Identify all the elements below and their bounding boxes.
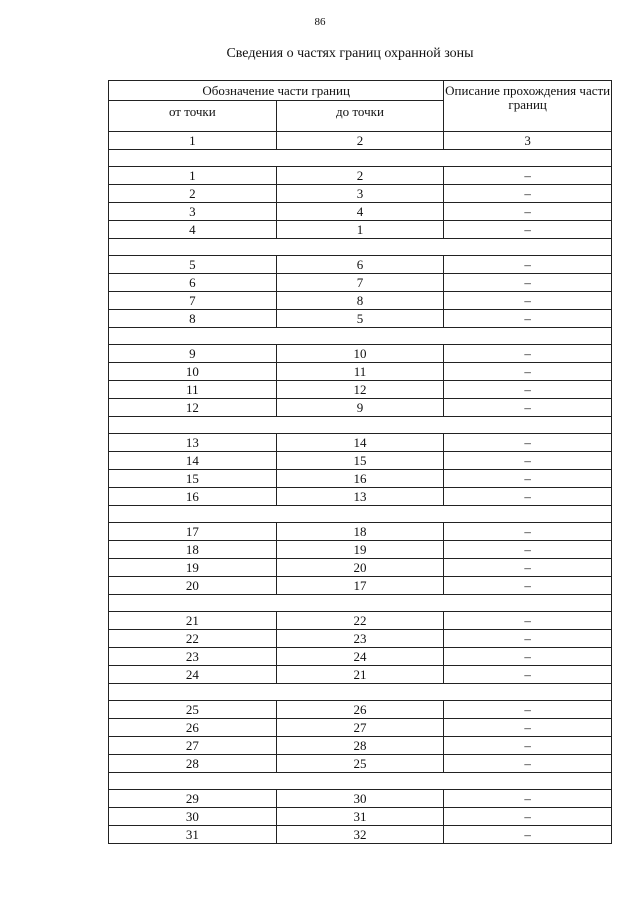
table-row bbox=[109, 523, 612, 541]
description-cell: – bbox=[444, 345, 612, 363]
description-cell: – bbox=[444, 221, 612, 239]
table-row bbox=[109, 541, 612, 559]
boundaries-table bbox=[108, 80, 612, 844]
description-cell: – bbox=[444, 256, 612, 274]
to-point-cell: 24 bbox=[276, 648, 444, 666]
description-cell: – bbox=[444, 541, 612, 559]
to-point-cell: 8 bbox=[276, 292, 444, 310]
from-point-cell: 27 bbox=[109, 737, 277, 755]
from-point-cell: 26 bbox=[109, 719, 277, 737]
table-row bbox=[109, 256, 612, 274]
table-row bbox=[109, 167, 612, 185]
group-separator-row bbox=[109, 773, 612, 790]
table-row bbox=[109, 274, 612, 292]
description-cell: – bbox=[444, 755, 612, 773]
table-row bbox=[109, 434, 612, 452]
description-cell: – bbox=[444, 452, 612, 470]
to-point-cell: 31 bbox=[276, 808, 444, 826]
page-number: 86 bbox=[314, 16, 326, 28]
description-cell: – bbox=[444, 274, 612, 292]
column-number-3: 3 bbox=[444, 132, 612, 150]
from-point-cell: 30 bbox=[109, 808, 277, 826]
from-point-cell: 28 bbox=[109, 755, 277, 773]
to-point-cell: 4 bbox=[276, 203, 444, 221]
group-separator-row bbox=[109, 595, 612, 612]
from-point-cell: 16 bbox=[109, 488, 277, 506]
table-row bbox=[109, 559, 612, 577]
to-point-cell: 1 bbox=[276, 221, 444, 239]
table-row bbox=[109, 612, 612, 630]
from-point-cell: 4 bbox=[109, 221, 277, 239]
description-cell: – bbox=[444, 559, 612, 577]
table-row bbox=[109, 808, 612, 826]
table-row bbox=[109, 221, 612, 239]
table-row bbox=[109, 185, 612, 203]
table-row bbox=[109, 790, 612, 808]
description-cell: – bbox=[444, 363, 612, 381]
group-separator-row bbox=[109, 150, 612, 167]
from-point-cell: 5 bbox=[109, 256, 277, 274]
description-cell: – bbox=[444, 523, 612, 541]
to-point-cell: 18 bbox=[276, 523, 444, 541]
to-point-cell: 16 bbox=[276, 470, 444, 488]
from-point-cell: 24 bbox=[109, 666, 277, 684]
header-row-1 bbox=[109, 81, 612, 101]
to-point-cell: 20 bbox=[276, 559, 444, 577]
description-cell: – bbox=[444, 167, 612, 185]
description-cell: – bbox=[444, 577, 612, 595]
group-separator-cell bbox=[109, 150, 612, 167]
table-row bbox=[109, 363, 612, 381]
table-row bbox=[109, 648, 612, 666]
from-point-cell: 31 bbox=[109, 826, 277, 844]
group-separator-cell bbox=[109, 506, 612, 523]
from-point-cell: 18 bbox=[109, 541, 277, 559]
document-title: Сведения о частях границ охранной зоны bbox=[226, 46, 474, 61]
group-separator-cell bbox=[109, 328, 612, 345]
to-point-cell: 5 bbox=[276, 310, 444, 328]
group-separator-cell bbox=[109, 239, 612, 256]
to-point-cell: 32 bbox=[276, 826, 444, 844]
description-cell: – bbox=[444, 790, 612, 808]
table-row bbox=[109, 666, 612, 684]
table-row bbox=[109, 719, 612, 737]
table-row bbox=[109, 755, 612, 773]
group-separator-row bbox=[109, 417, 612, 434]
table-row bbox=[109, 381, 612, 399]
description-cell: – bbox=[444, 808, 612, 826]
from-point-cell: 22 bbox=[109, 630, 277, 648]
description-cell: – bbox=[444, 488, 612, 506]
table-row bbox=[109, 701, 612, 719]
from-point-cell: 6 bbox=[109, 274, 277, 292]
from-point-cell: 23 bbox=[109, 648, 277, 666]
to-point-cell: 27 bbox=[276, 719, 444, 737]
from-point-cell: 1 bbox=[109, 167, 277, 185]
description-cell: – bbox=[444, 470, 612, 488]
to-point-cell: 3 bbox=[276, 185, 444, 203]
group-separator-cell bbox=[109, 595, 612, 612]
from-point-cell: 12 bbox=[109, 399, 277, 417]
to-point-cell: 22 bbox=[276, 612, 444, 630]
description-cell: – bbox=[444, 399, 612, 417]
to-point-cell: 12 bbox=[276, 381, 444, 399]
to-point-cell: 21 bbox=[276, 666, 444, 684]
from-point-cell: 20 bbox=[109, 577, 277, 595]
to-point-cell: 25 bbox=[276, 755, 444, 773]
from-point-cell: 7 bbox=[109, 292, 277, 310]
to-point-cell: 13 bbox=[276, 488, 444, 506]
to-point-cell: 11 bbox=[276, 363, 444, 381]
table-row bbox=[109, 452, 612, 470]
table-row bbox=[109, 203, 612, 221]
from-point-cell: 15 bbox=[109, 470, 277, 488]
table-row bbox=[109, 470, 612, 488]
to-point-cell: 17 bbox=[276, 577, 444, 595]
table-row bbox=[109, 488, 612, 506]
from-point-cell: 25 bbox=[109, 701, 277, 719]
description-cell: – bbox=[444, 612, 612, 630]
group-separator-row bbox=[109, 684, 612, 701]
group-separator-cell bbox=[109, 684, 612, 701]
group-separator-cell bbox=[109, 773, 612, 790]
from-point-cell: 13 bbox=[109, 434, 277, 452]
description-cell: – bbox=[444, 630, 612, 648]
from-point-cell: 10 bbox=[109, 363, 277, 381]
to-point-cell: 14 bbox=[276, 434, 444, 452]
table-row bbox=[109, 399, 612, 417]
group-separator-row bbox=[109, 239, 612, 256]
from-point-cell: 21 bbox=[109, 612, 277, 630]
table-row bbox=[109, 737, 612, 755]
description-cell: – bbox=[444, 203, 612, 221]
description-cell: – bbox=[444, 648, 612, 666]
to-point-cell: 15 bbox=[276, 452, 444, 470]
group-separator-row bbox=[109, 506, 612, 523]
from-point-header: от точки bbox=[109, 101, 277, 132]
column-number-row bbox=[109, 132, 612, 150]
to-point-cell: 28 bbox=[276, 737, 444, 755]
description-cell: – bbox=[444, 292, 612, 310]
from-point-cell: 29 bbox=[109, 790, 277, 808]
to-point-cell: 30 bbox=[276, 790, 444, 808]
table-row bbox=[109, 577, 612, 595]
to-point-cell: 23 bbox=[276, 630, 444, 648]
description-cell: – bbox=[444, 310, 612, 328]
description-cell: – bbox=[444, 701, 612, 719]
column-number-1: 1 bbox=[109, 132, 277, 150]
table-row bbox=[109, 345, 612, 363]
to-point-cell: 26 bbox=[276, 701, 444, 719]
from-point-cell: 8 bbox=[109, 310, 277, 328]
to-point-cell: 9 bbox=[276, 399, 444, 417]
description-cell: – bbox=[444, 666, 612, 684]
table-row bbox=[109, 630, 612, 648]
from-point-cell: 11 bbox=[109, 381, 277, 399]
table-row bbox=[109, 292, 612, 310]
description-cell: – bbox=[444, 719, 612, 737]
column-number-2: 2 bbox=[276, 132, 444, 150]
description-cell: – bbox=[444, 826, 612, 844]
designation-header: Обозначение части границ bbox=[109, 81, 444, 101]
from-point-cell: 17 bbox=[109, 523, 277, 541]
from-point-cell: 9 bbox=[109, 345, 277, 363]
to-point-cell: 7 bbox=[276, 274, 444, 292]
table-row bbox=[109, 310, 612, 328]
description-cell: – bbox=[444, 381, 612, 399]
table-row bbox=[109, 826, 612, 844]
to-point-cell: 10 bbox=[276, 345, 444, 363]
to-point-cell: 6 bbox=[276, 256, 444, 274]
description-cell: – bbox=[444, 185, 612, 203]
to-point-cell: 2 bbox=[276, 167, 444, 185]
description-cell: – bbox=[444, 434, 612, 452]
from-point-cell: 2 bbox=[109, 185, 277, 203]
to-point-header: до точки bbox=[276, 101, 444, 132]
to-point-cell: 19 bbox=[276, 541, 444, 559]
description-cell: – bbox=[444, 737, 612, 755]
from-point-cell: 19 bbox=[109, 559, 277, 577]
group-separator-row bbox=[109, 328, 612, 345]
from-point-cell: 3 bbox=[109, 203, 277, 221]
group-separator-cell bbox=[109, 417, 612, 434]
from-point-cell: 14 bbox=[109, 452, 277, 470]
description-header: Описание прохождения части границ bbox=[444, 81, 612, 132]
